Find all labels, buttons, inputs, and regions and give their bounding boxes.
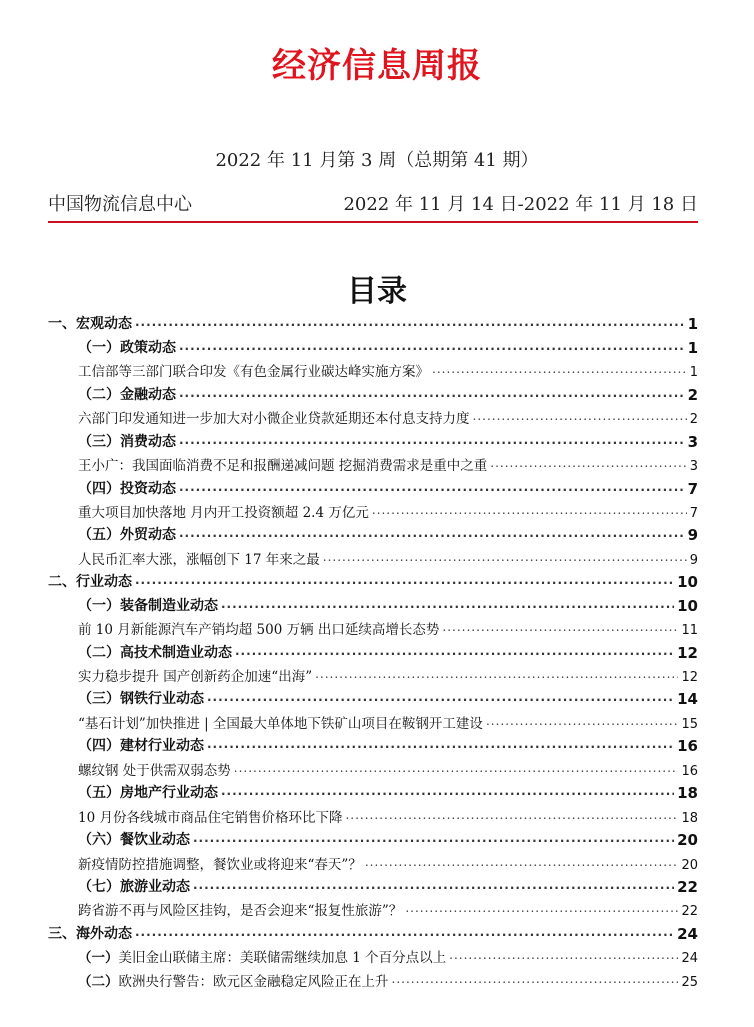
toc-entry-text: 人民币汇率大涨，涨幅创下 17 年来之最 — [78, 551, 320, 568]
toc-entry-label — [78, 688, 204, 708]
toc-entry[interactable] — [48, 896, 698, 919]
toc-entry-label — [78, 735, 204, 755]
toc-entry[interactable] — [48, 427, 698, 450]
toc-entry[interactable] — [48, 826, 698, 849]
dot-leader — [179, 385, 685, 399]
dot-leader — [490, 455, 686, 469]
toc-entry[interactable] — [48, 498, 698, 521]
toc-page-number: 12 — [681, 670, 698, 685]
issue-info: 2022 年 11 月第 3 周（总期第 41 期） — [215, 150, 539, 171]
toc-entry[interactable] — [48, 638, 698, 661]
toc-entry[interactable] — [48, 544, 698, 567]
dot-leader — [405, 900, 678, 914]
header-divider — [48, 221, 698, 223]
dot-leader — [473, 408, 687, 422]
toc-entry[interactable] — [48, 943, 698, 966]
toc-entry-label — [78, 899, 402, 919]
toc-entry[interactable] — [48, 779, 698, 802]
toc-page-number: 12 — [677, 643, 698, 662]
toc-page-number: 9 — [689, 552, 698, 568]
toc-entry[interactable] — [48, 380, 698, 403]
toc-page-number: 24 — [677, 924, 698, 943]
toc-page-number: 15 — [681, 716, 698, 732]
toc-entry-label — [78, 360, 429, 380]
toc-entry-text: 美旧金山联储主席：美联储需继续加息 1 个百分点以上 — [118, 950, 447, 967]
toc-entry[interactable] — [48, 873, 698, 896]
toc-page-number: 7 — [687, 479, 698, 498]
toc-entry-label — [78, 759, 231, 779]
toc-entry-label — [78, 478, 176, 498]
toc-entry-text: 三、海外动态 — [48, 925, 132, 942]
toc-entry-label — [78, 782, 218, 802]
toc-entry-text: （二）金融动态 — [78, 386, 176, 403]
dot-leader — [235, 643, 674, 657]
toc-page-number: 25 — [681, 974, 698, 990]
toc-page-number: 9 — [687, 526, 698, 545]
toc-entry-text: （一）政策动态 — [78, 339, 176, 356]
toc-entry-text: 10 月份各线城市商品住宅销售价格环比下降 — [78, 809, 343, 826]
toc-entry[interactable] — [48, 849, 698, 872]
toc-page-number: 16 — [677, 737, 698, 756]
dot-leader — [193, 830, 674, 844]
toc-entry-text: 前 10 月新能源汽车产销均超 500 万辆 出口延续高增长态势 — [78, 622, 440, 639]
toc-entry-label — [48, 313, 132, 333]
toc-entry-text: 跨省游不再与风险区挂钩，是否会迎来“报复性旅游”？ — [78, 903, 403, 920]
toc-entry-label — [78, 337, 176, 357]
toc-entry[interactable] — [48, 732, 698, 755]
dot-leader — [365, 854, 679, 868]
dot-leader — [207, 736, 674, 750]
toc-page-number: 3 — [689, 459, 698, 475]
toc-entry-text: 实力稳步提升 国产创新药企加速“出海” — [78, 669, 313, 685]
toc-entry-text: （四）投资动态 — [78, 480, 176, 497]
toc-entry-text: 王小广：我国面临消费不足和报酬递减问题 挖掘消费需求是重中之重 — [78, 458, 488, 475]
toc-entry-label — [78, 618, 439, 638]
toc-entry[interactable] — [48, 685, 698, 708]
toc-entry-label — [78, 946, 446, 966]
dot-leader — [135, 924, 674, 938]
toc-page-number: 18 — [681, 810, 698, 826]
dot-leader — [179, 338, 685, 352]
toc-entry-label — [48, 571, 132, 591]
toc-entry-label — [78, 806, 342, 826]
dot-leader — [442, 619, 678, 633]
toc-entry-text: （四）建材行业动态 — [78, 738, 204, 755]
dot-leader — [135, 572, 674, 586]
toc-entry[interactable] — [48, 474, 698, 497]
toc-entry-text: “基石计划”加快推进 | 全国最大单体地下铁矿山项目在鞍钢开工建设 — [78, 715, 483, 732]
toc-entry-text: 工信部等三部门联合印发《有色金属行业碳达峰实施方案》 — [78, 364, 429, 381]
toc-entry-label — [78, 524, 176, 544]
toc-entry[interactable] — [48, 662, 698, 685]
toc-heading: 目录 — [347, 274, 407, 309]
toc-page-number: 1 — [687, 338, 698, 357]
toc-page-number: 20 — [681, 857, 698, 873]
toc-entry[interactable] — [48, 591, 698, 614]
dot-leader — [179, 479, 685, 493]
toc-page-number: 10 — [677, 573, 698, 592]
dot-leader — [179, 432, 685, 446]
toc-entry-text: 螺纹钢 处于供需双弱态势 — [78, 762, 231, 779]
toc-entry-text: （一）装备制造业动态 — [78, 597, 218, 614]
toc-page-number: 2 — [687, 385, 698, 404]
toc-page-number: 10 — [677, 596, 698, 615]
dot-leader — [345, 807, 678, 821]
toc-entry[interactable] — [48, 919, 698, 942]
toc-entry[interactable] — [48, 521, 698, 544]
toc-entry-text: （六）餐饮业动态 — [78, 832, 190, 849]
toc-page-number: 3 — [687, 432, 698, 451]
date-range: 2022 年 11 月 14 日-2022 年 11 月 18 日 — [343, 194, 698, 215]
dot-leader — [221, 783, 674, 797]
toc-entry-label — [78, 548, 320, 568]
toc-entry[interactable] — [48, 451, 698, 474]
dot-leader — [234, 760, 679, 774]
toc-entry-label — [78, 829, 190, 849]
toc-entry-label — [78, 407, 470, 427]
toc-entry-text: 新疫情防控措施调整，餐饮业或将迎来“春天”？ — [78, 856, 362, 873]
toc-entry-text: 一、宏观动态 — [48, 316, 132, 333]
toc-entry-label — [78, 853, 362, 873]
toc-entry-text: 欧洲央行警告：欧元区金融稳定风险正在上升 — [118, 973, 389, 990]
dot-leader — [193, 877, 674, 891]
table-of-contents — [48, 310, 698, 990]
toc-entry[interactable] — [48, 310, 698, 333]
toc-entry[interactable] — [48, 568, 698, 591]
toc-entry-label — [78, 384, 176, 404]
dot-leader — [179, 525, 685, 539]
toc-page-number: 16 — [681, 763, 698, 779]
toc-entry[interactable] — [48, 966, 698, 989]
dot-leader — [221, 596, 674, 610]
toc-entry[interactable] — [48, 357, 698, 380]
dot-leader — [449, 947, 678, 961]
toc-entry-label — [78, 431, 176, 451]
toc-page-number: 22 — [677, 877, 698, 896]
toc-entry-text: （二）高技术制造业动态 — [78, 644, 232, 661]
toc-entry-text: （三）消费动态 — [78, 433, 176, 450]
toc-entry-label — [78, 665, 312, 685]
toc-page-number: 14 — [677, 690, 698, 709]
toc-entry-label — [78, 642, 232, 662]
toc-page-number: 24 — [681, 951, 698, 967]
toc-page-number: 7 — [689, 505, 698, 521]
toc-entry-text: 六部门印发通知进一步加大对小微企业贷款延期还本付息支持力度 — [78, 411, 470, 428]
dot-leader — [323, 549, 687, 563]
dot-leader — [207, 689, 674, 703]
toc-entry[interactable] — [48, 404, 698, 427]
toc-entry[interactable] — [48, 333, 698, 356]
toc-entry-label — [78, 970, 389, 990]
toc-entry-text: （五）房地产行业动态 — [78, 785, 218, 802]
toc-entry[interactable] — [48, 755, 698, 778]
toc-page-number: 11 — [681, 623, 698, 639]
dot-leader — [486, 713, 679, 727]
toc-page-number: 1 — [687, 315, 698, 334]
dot-leader — [372, 502, 687, 516]
toc-entry-label — [48, 923, 132, 943]
dot-leader — [315, 666, 678, 680]
toc-entry[interactable] — [48, 708, 698, 731]
toc-entry-label — [78, 595, 218, 615]
organization-name: 中国物流信息中心 — [48, 194, 192, 215]
toc-page-number: 22 — [681, 904, 698, 920]
toc-entry-text: （七）旅游业动态 — [78, 878, 190, 895]
dot-leader — [432, 361, 687, 375]
report-title: 经济信息周报 — [272, 46, 482, 86]
toc-entry-label — [78, 876, 190, 896]
toc-page-number: 2 — [689, 412, 698, 428]
toc-page-number: 18 — [677, 784, 698, 803]
toc-entry-label — [78, 454, 487, 474]
dot-leader — [135, 314, 685, 328]
toc-entry-text: （三）钢铁行业动态 — [78, 691, 204, 708]
toc-entry-number: （二） — [78, 973, 119, 990]
toc-page-number: 1 — [689, 365, 698, 381]
toc-entry-label — [78, 501, 369, 521]
toc-entry-number: （一） — [78, 950, 119, 967]
toc-page-number: 20 — [677, 831, 698, 850]
toc-entry[interactable] — [48, 615, 698, 638]
toc-entry-text: 二、行业动态 — [48, 574, 132, 591]
toc-entry-text: 重大项目加快落地 月内开工投资额超 2.4 万亿元 — [78, 504, 369, 521]
toc-entry[interactable] — [48, 802, 698, 825]
toc-entry-label — [78, 712, 483, 732]
dot-leader — [392, 971, 679, 985]
toc-entry-text: （五）外贸动态 — [78, 527, 176, 544]
